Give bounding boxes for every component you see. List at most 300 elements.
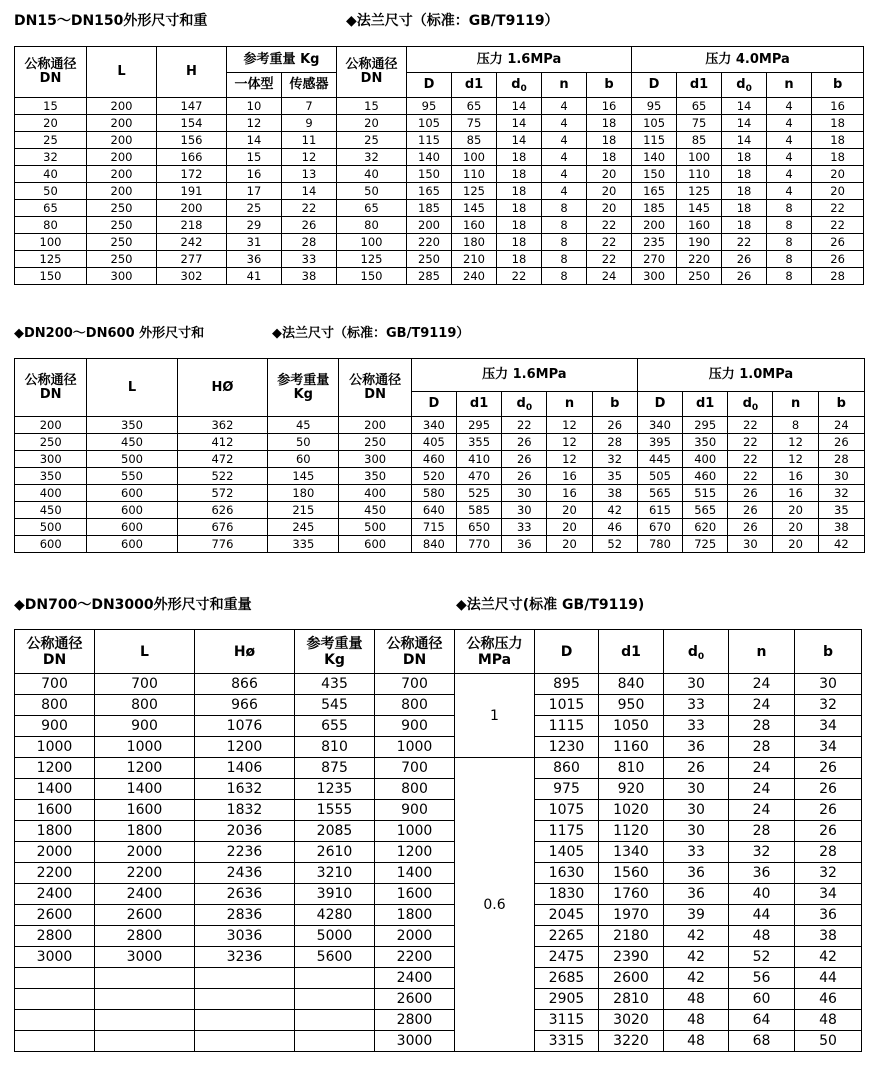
table-cell: 44	[729, 905, 795, 926]
pressure-group-cell: 0.6	[455, 758, 535, 1052]
section3-title-left: ◆DN700～DN3000外形尺寸和重量	[14, 597, 252, 613]
header-b: b	[592, 392, 637, 417]
table-cell: 14	[282, 183, 337, 200]
table-cell: 14	[497, 115, 542, 132]
table-cell: 302	[157, 268, 227, 285]
table-cell: 1800	[15, 821, 95, 842]
table-cell: 1200	[195, 737, 295, 758]
table-cell: 300	[339, 451, 411, 468]
table-cell: 32	[818, 485, 864, 502]
table-cell: 18	[587, 149, 632, 166]
table-cell: 520	[411, 468, 456, 485]
table-cell: 68	[729, 1031, 795, 1052]
table-cell: 24	[587, 268, 632, 285]
table-cell: 400	[15, 485, 87, 502]
table-cell: 650	[456, 519, 501, 536]
table-cell: 36	[664, 737, 729, 758]
table-cell: 2200	[375, 947, 455, 968]
table-cell: 24	[729, 674, 795, 695]
table-cell: 14	[497, 98, 542, 115]
table-cell: 40	[337, 166, 407, 183]
table-cell: 10	[227, 98, 282, 115]
table-cell: 3220	[599, 1031, 664, 1052]
table-cell: 30	[664, 800, 729, 821]
table-cell: 200	[87, 98, 157, 115]
table-cell: 2236	[195, 842, 295, 863]
header-D: D	[535, 630, 599, 674]
table-cell: 655	[295, 716, 375, 737]
table-cell: 18	[812, 132, 864, 149]
table-cell: 250	[339, 434, 411, 451]
table-cell: 8	[767, 200, 812, 217]
table-cell: 1076	[195, 716, 295, 737]
table-cell: 39	[664, 905, 729, 926]
table-row	[15, 674, 862, 695]
table-cell: 2600	[15, 905, 95, 926]
table-row	[15, 716, 862, 737]
table-cell: 1600	[95, 800, 195, 821]
table-cell: 866	[195, 674, 295, 695]
table-cell: 1160	[599, 737, 664, 758]
table-cell: 340	[637, 417, 682, 434]
header-n: n	[767, 73, 812, 98]
table-cell: 24	[729, 758, 795, 779]
table-cell: 4	[767, 183, 812, 200]
table-cell: 2265	[535, 926, 599, 947]
table-cell: 16	[227, 166, 282, 183]
table-cell: 50	[268, 434, 339, 451]
table-row	[15, 234, 864, 251]
table-cell: 1000	[15, 737, 95, 758]
table-cell: 572	[177, 485, 267, 502]
table-cell: 85	[677, 132, 722, 149]
header-pressure-2: 压力 1.0MPa	[637, 359, 864, 392]
table-cell: 840	[411, 536, 456, 553]
table-cell: 600	[87, 502, 177, 519]
table-cell: 1832	[195, 800, 295, 821]
table-cell: 13	[282, 166, 337, 183]
header-d1: d1	[683, 392, 728, 417]
table-cell: 34	[795, 716, 862, 737]
header-b: b	[818, 392, 864, 417]
table-cell: 150	[15, 268, 87, 285]
table-row	[15, 1031, 862, 1052]
table-cell: 28	[282, 234, 337, 251]
table-cell: 80	[337, 217, 407, 234]
table-cell: 14	[722, 115, 767, 132]
table-cell: 18	[812, 115, 864, 132]
table-cell: 2836	[195, 905, 295, 926]
header-weight: 参考重量 Kg	[295, 630, 375, 674]
table-row	[15, 268, 864, 285]
table-cell: 20	[773, 519, 818, 536]
header-D: D	[411, 392, 456, 417]
table-cell: 4	[767, 115, 812, 132]
table-cell: 400	[683, 451, 728, 468]
table-cell: 450	[15, 502, 87, 519]
table-cell: 18	[497, 200, 542, 217]
table-cell: 1200	[375, 842, 455, 863]
table-cell: 18	[722, 149, 767, 166]
table-row	[15, 485, 865, 502]
table-cell: 26	[818, 434, 864, 451]
table-cell: 35	[818, 502, 864, 519]
table-cell: 300	[15, 451, 87, 468]
table-cell: 4	[767, 166, 812, 183]
table-cell: 20	[547, 536, 592, 553]
header-l: L	[87, 47, 157, 98]
table-cell: 38	[282, 268, 337, 285]
table-cell: 110	[452, 166, 497, 183]
header-d0: $d_0$	[722, 73, 767, 98]
table-cell: 200	[632, 217, 677, 234]
table-cell: 50	[15, 183, 87, 200]
table-cell: 24	[729, 779, 795, 800]
table-cell: 780	[637, 536, 682, 553]
table-cell: 1200	[15, 758, 95, 779]
table-cell: 30	[818, 468, 864, 485]
table-cell: 15	[15, 98, 87, 115]
table-cell: 160	[677, 217, 722, 234]
table-cell: 150	[407, 166, 452, 183]
table-cell	[15, 989, 95, 1010]
table-row	[15, 863, 862, 884]
table-cell: 154	[157, 115, 227, 132]
table-cell: 26	[812, 234, 864, 251]
table-cell: 42	[795, 947, 862, 968]
table-cell: 22	[722, 234, 767, 251]
table-cell: 350	[87, 417, 177, 434]
table-cell: 64	[729, 1010, 795, 1031]
header-pressure-1: 压力 1.6MPa	[407, 47, 632, 73]
table-cell	[15, 1010, 95, 1031]
table-cell: 32	[15, 149, 87, 166]
table-cell: 4	[542, 115, 587, 132]
table-cell: 285	[407, 268, 452, 285]
table-cell: 18	[587, 115, 632, 132]
table-row	[15, 968, 862, 989]
table-cell: 4	[542, 183, 587, 200]
table-cell: 770	[456, 536, 501, 553]
table-cell: 36	[227, 251, 282, 268]
table-cell: 3115	[535, 1010, 599, 1031]
table-cell: 145	[677, 200, 722, 217]
table-cell: 295	[683, 417, 728, 434]
table-cell: 16	[547, 468, 592, 485]
header-d1: d1	[599, 630, 664, 674]
table-cell: 18	[722, 183, 767, 200]
table-cell: 33	[664, 716, 729, 737]
table-cell: 600	[87, 485, 177, 502]
table-cell: 16	[547, 485, 592, 502]
table-row	[15, 98, 864, 115]
table-cell: 500	[339, 519, 411, 536]
table-cell: 8	[767, 268, 812, 285]
table-cell: 395	[637, 434, 682, 451]
table-cell: 500	[87, 451, 177, 468]
table-cell: 1175	[535, 821, 599, 842]
table-cell: 14	[497, 132, 542, 149]
table-cell: 620	[683, 519, 728, 536]
table-cell: 100	[677, 149, 722, 166]
table-cell: 472	[177, 451, 267, 468]
header-h: Hø	[195, 630, 295, 674]
table-cell: 4	[542, 132, 587, 149]
table-cell: 80	[15, 217, 87, 234]
table-row	[15, 183, 864, 200]
table-cell: 75	[452, 115, 497, 132]
table-cell: 670	[637, 519, 682, 536]
table-cell: 125	[337, 251, 407, 268]
table-cell: 295	[456, 417, 501, 434]
table-cell: 860	[535, 758, 599, 779]
table-cell: 45	[268, 417, 339, 434]
table-cell: 2800	[15, 926, 95, 947]
table-cell: 30	[664, 674, 729, 695]
table-cell: 18	[722, 166, 767, 183]
header-l: L	[87, 359, 177, 417]
header-d1: d1	[456, 392, 501, 417]
table-cell: 160	[452, 217, 497, 234]
table-row	[15, 779, 862, 800]
table-cell: 15	[337, 98, 407, 115]
table-cell: 4	[767, 98, 812, 115]
table-cell: 460	[683, 468, 728, 485]
table-cell: 2200	[95, 863, 195, 884]
table-cell: 32	[729, 842, 795, 863]
table-cell: 26	[795, 821, 862, 842]
table-cell: 16	[773, 485, 818, 502]
table-cell: 85	[452, 132, 497, 149]
header-dn: 公称通径 DN	[15, 47, 87, 98]
table-cell: 18	[497, 234, 542, 251]
table-cell: 350	[683, 434, 728, 451]
table-cell: 1075	[535, 800, 599, 821]
table-cell: 65	[452, 98, 497, 115]
table-cell: 2475	[535, 947, 599, 968]
table-cell: 200	[87, 166, 157, 183]
table-cell: 8	[542, 268, 587, 285]
table-cell: 26	[728, 502, 773, 519]
header-d0: $d_0$	[502, 392, 547, 417]
table-row	[15, 149, 864, 166]
table-cell: 9	[282, 115, 337, 132]
table-row	[15, 947, 862, 968]
table-cell: 220	[677, 251, 722, 268]
table-cell: 22	[728, 417, 773, 434]
table-cell: 18	[497, 251, 542, 268]
table-cell: 30	[502, 502, 547, 519]
table-cell: 28	[729, 737, 795, 758]
table-cell: 156	[157, 132, 227, 149]
table-cell: 26	[728, 519, 773, 536]
table-cell: 4	[542, 166, 587, 183]
table-cell: 2400	[95, 884, 195, 905]
table-cell: 2810	[599, 989, 664, 1010]
table-cell: 505	[637, 468, 682, 485]
table-cell: 26	[664, 758, 729, 779]
table-cell: 450	[339, 502, 411, 519]
table-cell	[195, 968, 295, 989]
table-cell: 150	[337, 268, 407, 285]
table-cell: 20	[587, 166, 632, 183]
table-row	[15, 737, 862, 758]
table-cell: 200	[87, 183, 157, 200]
table-cell: 32	[592, 451, 637, 468]
section1-title-left: DN15～DN150外形尺寸和重	[14, 13, 208, 29]
table-cell: 525	[456, 485, 501, 502]
table-cell: 18	[722, 217, 767, 234]
table-cell: 30	[664, 779, 729, 800]
table-cell: 2200	[15, 863, 95, 884]
section2-title-left: ◆DN200～DN600 外形尺寸和	[14, 326, 205, 341]
table-cell: 20	[15, 115, 87, 132]
table-cell: 22	[728, 451, 773, 468]
table-cell: 2400	[15, 884, 95, 905]
table-cell: 180	[268, 485, 339, 502]
table-cell: 8	[767, 251, 812, 268]
table-dn700-dn3000	[14, 629, 862, 1052]
table-cell: 3000	[375, 1031, 455, 1052]
table-cell: 460	[411, 451, 456, 468]
table-cell: 2600	[375, 989, 455, 1010]
table-cell: 350	[339, 468, 411, 485]
table-cell: 725	[683, 536, 728, 553]
table-cell: 4	[767, 149, 812, 166]
table-cell: 250	[677, 268, 722, 285]
header-D: D	[632, 73, 677, 98]
table-cell: 46	[795, 989, 862, 1010]
header-dn: 公称通径 DN	[15, 630, 95, 674]
table-cell: 900	[375, 716, 455, 737]
table-body	[15, 98, 864, 285]
table-cell: 30	[664, 821, 729, 842]
table-row	[15, 251, 864, 268]
table-cell: 1120	[599, 821, 664, 842]
table-cell: 400	[339, 485, 411, 502]
table-cell: 700	[15, 674, 95, 695]
table-cell: 22	[587, 251, 632, 268]
table-cell: 550	[87, 468, 177, 485]
table-cell: 22	[728, 434, 773, 451]
table-cell: 125	[452, 183, 497, 200]
table-dn15-dn150	[14, 46, 864, 285]
table-cell: 20	[337, 115, 407, 132]
table-cell: 12	[773, 451, 818, 468]
table-cell: 920	[599, 779, 664, 800]
table-cell: 2636	[195, 884, 295, 905]
table-cell: 3910	[295, 884, 375, 905]
table-cell: 145	[452, 200, 497, 217]
table-cell: 17	[227, 183, 282, 200]
table-cell: 2685	[535, 968, 599, 989]
table-cell: 12	[227, 115, 282, 132]
table-cell: 29	[227, 217, 282, 234]
table-cell: 810	[599, 758, 664, 779]
table-cell: 250	[87, 200, 157, 217]
table-cell: 1632	[195, 779, 295, 800]
header-d1: d1	[677, 73, 722, 98]
table-cell: 125	[15, 251, 87, 268]
table-cell: 2036	[195, 821, 295, 842]
table-cell: 250	[87, 234, 157, 251]
table-cell: 20	[773, 502, 818, 519]
table-cell: 34	[795, 884, 862, 905]
table-row	[15, 821, 862, 842]
table-cell: 50	[795, 1031, 862, 1052]
table-row	[15, 800, 862, 821]
table-cell: 200	[87, 115, 157, 132]
table-cell: 810	[295, 737, 375, 758]
table-cell: 200	[157, 200, 227, 217]
table-cell: 1600	[15, 800, 95, 821]
table-row	[15, 926, 862, 947]
table-cell: 26	[812, 251, 864, 268]
table-cell: 38	[592, 485, 637, 502]
table-cell: 700	[375, 674, 455, 695]
header-n: n	[547, 392, 592, 417]
table-cell: 20	[812, 183, 864, 200]
table-cell: 166	[157, 149, 227, 166]
table-cell: 8	[773, 417, 818, 434]
table-cell: 450	[87, 434, 177, 451]
table-cell: 2400	[375, 968, 455, 989]
table-cell: 2000	[15, 842, 95, 863]
table-cell: 300	[87, 268, 157, 285]
table-cell: 100	[452, 149, 497, 166]
table-row	[15, 434, 865, 451]
table-cell: 48	[664, 1031, 729, 1052]
table-cell: 522	[177, 468, 267, 485]
table-cell: 565	[637, 485, 682, 502]
table-cell: 32	[795, 863, 862, 884]
table-cell: 242	[157, 234, 227, 251]
table-cell: 245	[268, 519, 339, 536]
table-cell: 565	[683, 502, 728, 519]
table-cell: 42	[664, 926, 729, 947]
table-cell: 30	[728, 536, 773, 553]
table-cell: 18	[497, 183, 542, 200]
table-cell: 26	[795, 758, 862, 779]
table-cell: 40	[15, 166, 87, 183]
table-cell	[15, 968, 95, 989]
table-cell: 12	[773, 434, 818, 451]
table-cell: 900	[15, 716, 95, 737]
table-cell: 8	[542, 200, 587, 217]
table-cell: 350	[15, 468, 87, 485]
table-cell: 22	[812, 217, 864, 234]
table-cell: 545	[295, 695, 375, 716]
header-weight-integrated: 一体型	[227, 73, 282, 98]
table-cell: 615	[637, 502, 682, 519]
table-cell: 25	[337, 132, 407, 149]
table-cell: 33	[664, 695, 729, 716]
table-cell: 776	[177, 536, 267, 553]
table-cell: 270	[632, 251, 677, 268]
table-cell: 975	[535, 779, 599, 800]
header-n: n	[773, 392, 818, 417]
header-b: b	[795, 630, 862, 674]
table-cell: 1015	[535, 695, 599, 716]
section1-title-right: ◆法兰尺寸（标准：GB/T9119）	[346, 13, 559, 29]
table-row	[15, 884, 862, 905]
table-cell	[95, 968, 195, 989]
header-pn: 公称压力 MPa	[455, 630, 535, 674]
table-cell: 26	[592, 417, 637, 434]
table-cell: 966	[195, 695, 295, 716]
table-cell: 715	[411, 519, 456, 536]
table-cell: 42	[818, 536, 864, 553]
